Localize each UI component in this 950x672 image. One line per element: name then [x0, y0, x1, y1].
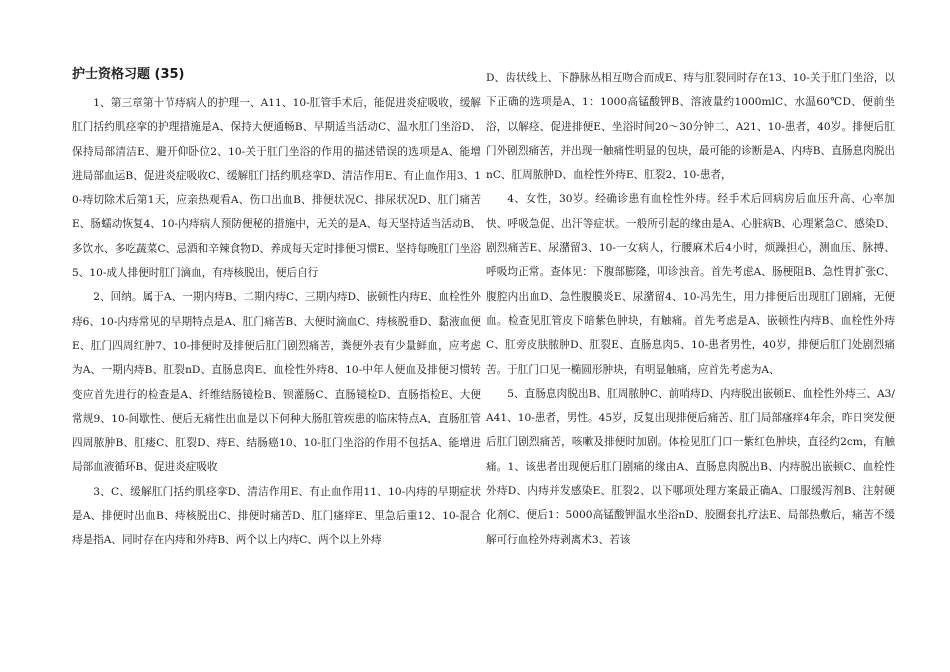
document-title: 护士资格习题 (35) [72, 67, 185, 82]
paragraph-3: 3、C、缓解肛门括约肌痉挛D、清洁作用E、有止血作用11、10-内痔的早期症状是A、排便时出血B、痔核脱出C、排便时痛苦D、肛门瘙痒E、里急后重12、10-混合痔是指A、同时存在内痔和外痔B、两个以上内痔C、两个以上外痔 [72, 485, 481, 547]
right-column [486, 66, 895, 552]
paragraph-3-continued: D、齿状线上、下静脉丛相互吻合而成E、痔与肛裂同时存在13、10-关于肛门坐浴，以下正确的选项是A、1：1000高锰酸钾B、溶液量约1000mlC、水温60℃D、便前坐浴，以解痉、促进排便E、坐浴时间20～30分钟二、A21、10-患者，40岁。排便后肛门外剧烈痛苦，并出现一触痛性明显的包块，最可能的诊断是A、内痔B、直肠息肉脱出nC、肛周脓肿D、血栓性外痔E、肛裂2、10-患者， [486, 72, 895, 182]
paragraph-2: 2、回纳。属于A、一期内痔B、二期内痔C、三期内痔D、嵌顿性内痔E、血栓性外痔6、10-内痔常见的早期特点是A、肛门痛苦B、大便时滴血C、痔核脱垂D、黏液血便E、肛门四周红肿7、10-排便时及排便后肛门剧烈痛苦，粪便外表有少量鲜血，应考虑为A、一期内痔B、肛裂nD、直肠息肉E、血栓性外痔8、10-中年人便血及排便习惯转变应首先进行的检查是A、纤维结肠镜检B、钡灌肠C、直肠镜检D、直肠指检E、大便常规9、10-间歇性、便后无痛性出血是以下何种大肠肛管疾患的临床特点A、直肠肛管四周脓肿B、肛瘘C、肛裂D、痔E、结肠癌10、10-肛门坐浴的作用不包括A、能增进局部血液循环B、促进炎症吸收 [72, 291, 481, 474]
paragraph-1: 1、第三章第十节痔病人的护理一、A11、10-肛管手术后，能促进炎症吸收，缓解肛门括约肌痉挛的护理措施是A、保持大便通畅B、早期适当活动C、温水肛门坐浴D、保持局部清洁E、避开仰卧位2、10-关于肛门坐浴的作用的描述错误的选项是A、能增进局部血运B、促进炎症吸收C、缓解肛门括约肌痉挛D、清洁作用E、有止血作用3、10-痔切除术后第1天，应亲热观看A、伤口出血B、排便状况C、排尿状况D、肛门痛苦E、肠蠕动恢复4、10-内痔病人预防便秘的措施中，无关的是A、每天坚持适当活动B、多饮水、多吃蔬菜C、忌酒和辛辣食物D、养成每天定时排便习惯E、坚持每晚肛门坐浴5、10-成人排便时肛门滴血，有痔核脱出，便后自行 [72, 97, 481, 280]
paragraph-5: 5、直肠息肉脱出B、肛周脓肿C、前哨痔D、内痔脱出嵌顿E、血栓性外痔三、A3/A41、10-患者，男性。45岁，反复出现排便后痛苦、肛门局部瘙痒4年余，昨日突发便后肛门剧烈痛苦，咳嗽及排便时加剧。体检见肛门口一紫红色肿块，直径约2cm，有触痛。1、该患者出现便后肛门剧痛的缘由A、直肠息肉脱出B、内痔脱出嵌顿C、血栓性外痔D、内痔并发感染E、肛裂2、以下哪项处理方案最正确A、口服缓泻剂B、注射硬化剂C、便后1：5000高锰酸钾温水坐浴nD、胶圈套扎疗法E、局部热敷后，痛苦不缓解可行血栓外痔剥离术3、若该 [486, 387, 895, 546]
left-column [72, 66, 481, 553]
paragraph-4: 4、女性，30岁。经确诊患有血栓性外痔。经手术后回病房后血压升高、心率加快、呼吸急促、出汗等症状。一般所引起的缘由是A、心脏病B、心理紧急C、感染D、剧烈痛苦E、尿潴留3、10-一女病人，行腰麻术后4小时，烦躁担心，测血压、脉搏、呼吸均正常。查体见：下腹部膨隆，叩诊浊音。首先考虑A、肠梗阻B、急性胃扩张C、腹腔内出血D、急性腹膜炎E、尿潴留4、10-冯先生，用力排便后出现肛门剧痛，无便血。检查见肛管皮下暗紫色肿块，有触痛。首先考虑是A、嵌顿性内痔B、血栓性外痔C、肛旁皮肤脓肿D、肛裂E、直肠息肉5、10-患者男性，40岁，排便后肛门处剧烈痛苦。于肛门口见一椭圆形肿块，有明显触痛，应首先考虑为A、 [486, 193, 895, 376]
